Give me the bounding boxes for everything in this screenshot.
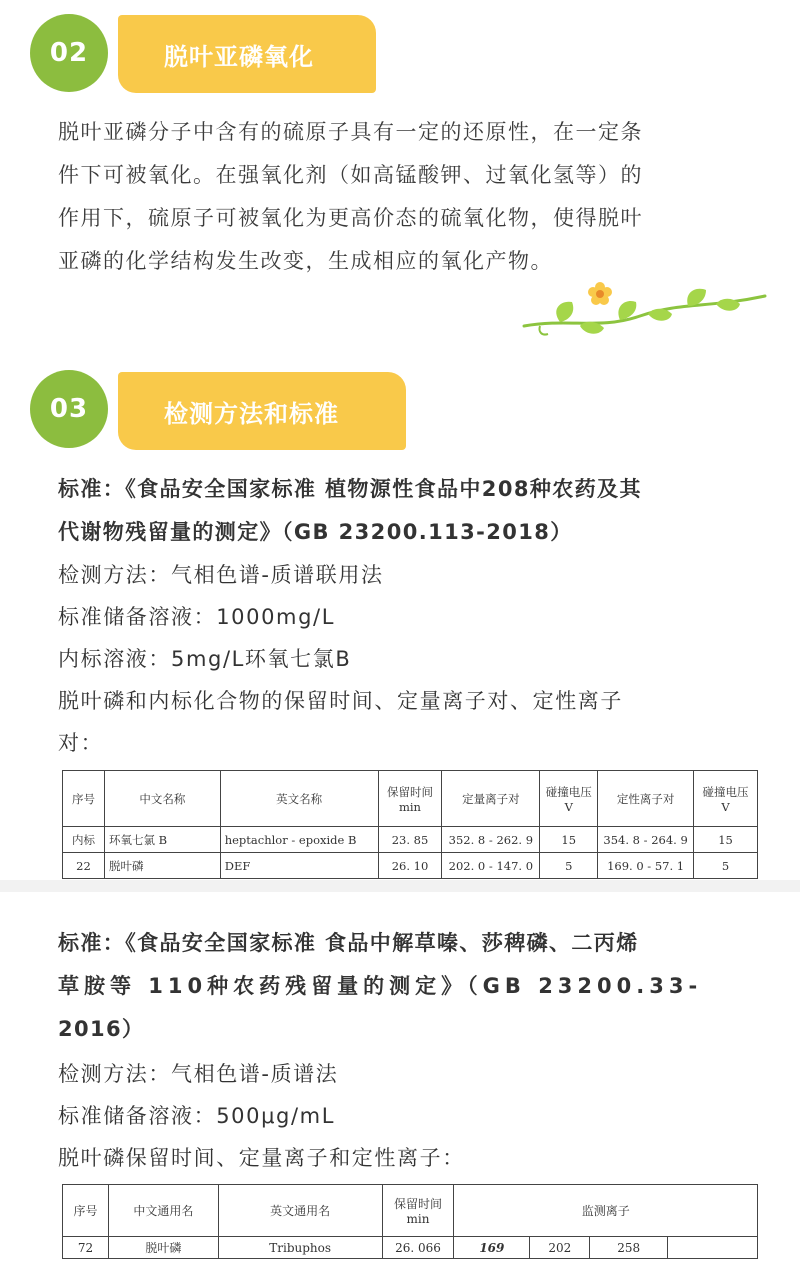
header-cell: 保留时间 min — [382, 1185, 454, 1237]
table-cell: 169. 0 - 57. 1 — [598, 853, 694, 879]
table-cell: 352. 8 - 262. 9 — [442, 827, 540, 853]
header-cell: 中文通用名 — [108, 1185, 218, 1237]
header-cell: 定量离子对 — [442, 771, 540, 827]
table-cell: 258 — [590, 1237, 668, 1259]
section-03-number: 03 — [49, 394, 89, 424]
table-cell: 脱叶磷 — [104, 853, 220, 879]
table-cell: 23. 85 — [378, 827, 442, 853]
table-cell: heptachlor - epoxide B — [220, 827, 378, 853]
section-03-banner — [118, 372, 406, 450]
standard-2-method: 检测方法：气相色谱-质谱法 — [58, 1062, 339, 1086]
table-cell: 脱叶磷 — [108, 1237, 218, 1259]
standard-1-table — [62, 770, 758, 879]
section-02-banner — [118, 15, 376, 93]
header-cell: 监测离子 — [454, 1185, 758, 1237]
table-cell: 169 — [454, 1237, 530, 1259]
table-cell: DEF — [220, 853, 378, 879]
table-cell: 22 — [63, 853, 105, 879]
standard-1-block — [58, 468, 778, 764]
standard-1-method: 检测方法：气相色谱-质谱联用法 — [58, 563, 384, 587]
table-cell: 15 — [540, 827, 598, 853]
table-cell: 202. 0 - 147. 0 — [442, 853, 540, 879]
standard-1-title-line: 代谢物残留量的测定》（GB 23200.113-2018） — [58, 520, 573, 544]
standard-1-title-line: 标准：《食品安全国家标准 植物源性食品中208种农药及其 — [58, 477, 642, 501]
header-cell: 碰撞电压 V — [694, 771, 758, 827]
table-row — [63, 1237, 758, 1259]
paragraph-line: 件下可被氧化。在强氧化剂（如高锰酸钾、过氧化氢等）的 — [58, 163, 643, 187]
standard-2-title-line: 2016） — [58, 1017, 145, 1041]
vine-flower-decoration-icon — [520, 278, 770, 338]
section-02-paragraph — [58, 111, 778, 283]
standard-2-table — [62, 1184, 758, 1259]
table-cell: 26. 066 — [382, 1237, 454, 1259]
header-cell: 定性离子对 — [598, 771, 694, 827]
table-row — [63, 853, 758, 879]
section-02-number: 02 — [49, 38, 89, 68]
section-divider — [0, 880, 800, 892]
header-cell: 序号 — [63, 771, 105, 827]
header-cell: 英文名称 — [220, 771, 378, 827]
table-cell: 26. 10 — [378, 853, 442, 879]
table-cell: 5 — [694, 853, 758, 879]
header-cell: 英文通用名 — [218, 1185, 382, 1237]
standard-2-title-line: 标准：《食品安全国家标准 食品中解草嗪、莎稗磷、二丙烯 — [58, 931, 639, 955]
section-03-title: 检测方法和标准 — [164, 399, 339, 428]
section-02-title: 脱叶亚磷氧化 — [164, 42, 314, 71]
table-cell: 5 — [540, 853, 598, 879]
header-cell: 碰撞电压 V — [540, 771, 598, 827]
table-cell: Tribuphos — [218, 1237, 382, 1259]
table-row — [63, 827, 758, 853]
header-cell: 序号 — [63, 1185, 109, 1237]
standard-2-stock: 标准储备溶液：500μg/mL — [58, 1104, 336, 1128]
standard-2-block — [58, 922, 778, 1179]
standard-2-intro: 脱叶磷保留时间、定量离子和定性离子： — [58, 1146, 465, 1170]
standard-1-internal: 内标溶液：5mg/L环氧七氯B — [58, 647, 352, 671]
section-03-number-badge — [30, 370, 108, 448]
table-header-row — [63, 1185, 758, 1237]
table-cell: 环氧七氯 B — [104, 827, 220, 853]
standard-2-title-line: 草胺等 110种农药残留量的测定》（GB 23200.33- — [58, 974, 703, 998]
header-cell: 中文名称 — [104, 771, 220, 827]
table-cell: 72 — [63, 1237, 109, 1259]
table-cell: 15 — [694, 827, 758, 853]
standard-1-stock: 标准储备溶液：1000mg/L — [58, 605, 336, 629]
header-cell: 保留时间 min — [378, 771, 442, 827]
standard-1-intro-line: 脱叶磷和内标化合物的保留时间、定量离子对、定性离子 — [58, 689, 623, 713]
table-cell: 354. 8 - 264. 9 — [598, 827, 694, 853]
section-02-number-badge — [30, 14, 108, 92]
standard-1-intro-line: 对： — [58, 731, 104, 755]
table-header-row — [63, 771, 758, 827]
table-cell: 202 — [530, 1237, 590, 1259]
paragraph-line: 作用下，硫原子可被氧化为更高价态的硫氧化物，使得脱叶 — [58, 206, 643, 230]
paragraph-line: 亚磷的化学结构发生改变，生成相应的氧化产物。 — [58, 249, 553, 273]
paragraph-line: 脱叶亚磷分子中含有的硫原子具有一定的还原性，在一定条 — [58, 120, 643, 144]
table-cell — [668, 1237, 758, 1259]
table-cell: 内标 — [63, 827, 105, 853]
